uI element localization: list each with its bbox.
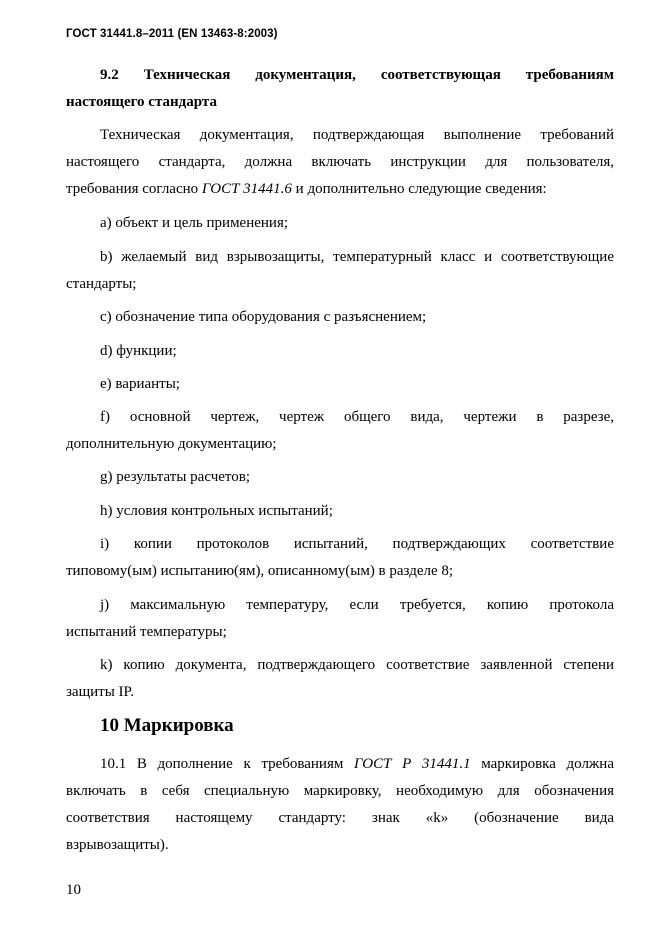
document-header: ГОСТ 31441.8–2011 (EN 13463-8:2003) — [66, 28, 278, 40]
page-number: 10 — [66, 882, 81, 898]
section-10-1-line3: соответствия настоящему стандарту: знак «k» (обозначение вида — [66, 810, 614, 826]
list-item-f-line2: дополнительную документацию; — [66, 436, 277, 452]
intro-line3: требования согласно ГОСТ 31441.6 и дополнительно следующие сведения: — [66, 181, 547, 197]
list-item-i-line1: i) копии протоколов испытаний, подтверждающих соответствие — [100, 536, 614, 552]
gost-r-31441-1-reference: ГОСТ Р 31441.1 — [353, 756, 471, 772]
section-10-1-line2: включать в себя специальную маркировку, необходимую для обозначения — [66, 783, 614, 799]
section-10-1-line4: взрывозащиты). — [66, 837, 169, 853]
list-item-j-line2: испытаний температуры; — [66, 624, 227, 640]
section-10-heading: 10 Маркировка — [100, 715, 234, 736]
list-item-k-line2: защиты IP. — [66, 684, 134, 700]
intro-line1: Техническая документация, подтверждающая выполнение требований — [100, 127, 614, 143]
section-9-2-heading-line2: настоящего стандарта — [66, 94, 217, 110]
list-item-h: h) условия контрольных испытаний; — [100, 503, 333, 519]
intro-line2: настоящего стандарта, должна включать инструкции для пользователя, — [66, 154, 614, 170]
list-item-b-line1: b) желаемый вид взрывозащиты, температурный класс и соответствующие — [100, 249, 614, 265]
list-item-g: g) результаты расчетов; — [100, 469, 251, 485]
list-item-j-line1: j) максимальную температуру, если требуется, копию протокола — [100, 597, 614, 613]
list-item-k-line1: k) копию документа, подтверждающего соответствие заявленной степени — [100, 657, 614, 673]
list-item-i-line2: типовому(ым) испытанию(ям), описанному(ым) в разделе 8; — [66, 563, 454, 579]
list-item-c: c) обозначение типа оборудования с разъяснением; — [100, 309, 427, 325]
list-item-b-line2: стандарты; — [66, 276, 137, 292]
list-item-f-line1: f) основной чертеж, чертеж общего вида, чертежи в разрезе, — [100, 409, 614, 425]
gost-31441-6-reference: ГОСТ 31441.6 — [201, 181, 292, 197]
section-9-2-heading-line1: 9.2 Техническая документация, соответствующая требованиям — [100, 67, 614, 83]
section-10-1-line1: 10.1 В дополнение к требованиям ГОСТ Р 31441.1 маркировка должна — [100, 756, 614, 772]
list-item-a: а) объект и цель применения; — [100, 215, 289, 231]
list-item-d: d) функции; — [100, 343, 177, 359]
list-item-e: e) варианты; — [100, 376, 180, 392]
